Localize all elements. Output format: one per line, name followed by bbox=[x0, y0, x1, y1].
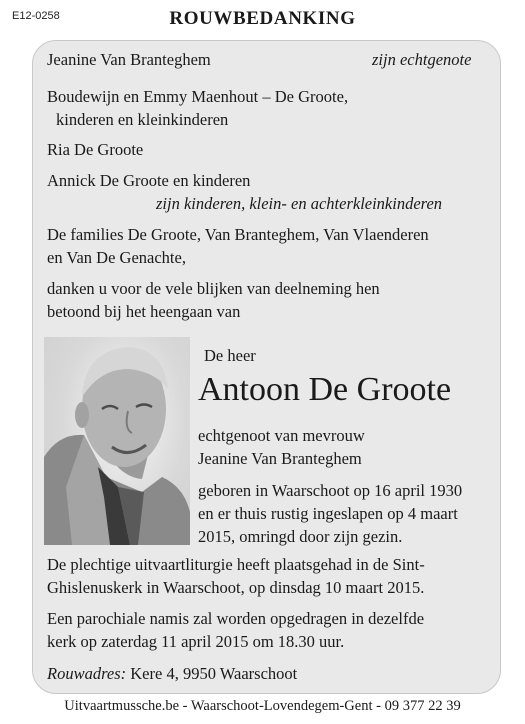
address-label: Rouwadres: bbox=[47, 664, 127, 683]
families-line: De families De Groote, Van Branteghem, Van Vlaenderen bbox=[47, 225, 429, 244]
thanks-line: danken u voor de vele blijken van deelneming hen bbox=[47, 279, 380, 298]
page-title: ROUWBEDANKING bbox=[169, 8, 356, 29]
mass-line: kerk op zaterdag 11 april 2015 om 18.30 uur. bbox=[47, 632, 345, 651]
life-line: 2015, omringd door zijn gezin. bbox=[198, 527, 403, 546]
liturgy-line: Ghislenuskerk in Waarschoot, op dinsdag 10 maart 2015. bbox=[47, 578, 425, 597]
family-line: Ria De Groote bbox=[47, 140, 144, 159]
families-line: en Van De Genachte, bbox=[47, 248, 186, 267]
life-line: en er thuis rustig ingeslapen op 4 maart bbox=[198, 504, 458, 523]
wife-name: Jeanine Van Branteghem bbox=[47, 50, 211, 69]
mass-line: Een parochiale namis zal worden opgedragen in dezelfde bbox=[47, 609, 425, 628]
thanks-line: betoond bij het heengaan van bbox=[47, 302, 241, 321]
life-line: geboren in Waarschoot op 16 april 1930 bbox=[198, 481, 463, 500]
spouse-line: echtgenoot van mevrouw bbox=[198, 426, 365, 445]
address-line bbox=[47, 664, 297, 684]
address-value: Kere 4, 9950 Waarschoot bbox=[130, 664, 298, 683]
family-line: kinderen en kleinkinderen bbox=[56, 110, 229, 129]
portrait-photo bbox=[44, 337, 190, 545]
children-role: zijn kinderen, klein- en achterkleinkinderen bbox=[156, 194, 443, 213]
spouse-line: Jeanine Van Branteghem bbox=[198, 449, 362, 468]
family-line: Boudewijn en Emmy Maenhout – De Groote, bbox=[47, 87, 349, 106]
footer: Uitvaartmussche.be - Waarschoot-Lovendegem-Gent - 09 377 22 39 bbox=[64, 698, 461, 714]
family-line: Annick De Groote en kinderen bbox=[47, 171, 251, 190]
liturgy-line: De plechtige uitvaartliturgie heeft plaatsgehad in de Sint- bbox=[47, 555, 425, 574]
reference-code: E12-0258 bbox=[12, 10, 60, 22]
wife-role: zijn echtgenote bbox=[372, 50, 472, 69]
deceased-name: Antoon De Groote bbox=[198, 371, 452, 408]
salutation: De heer bbox=[204, 346, 256, 365]
